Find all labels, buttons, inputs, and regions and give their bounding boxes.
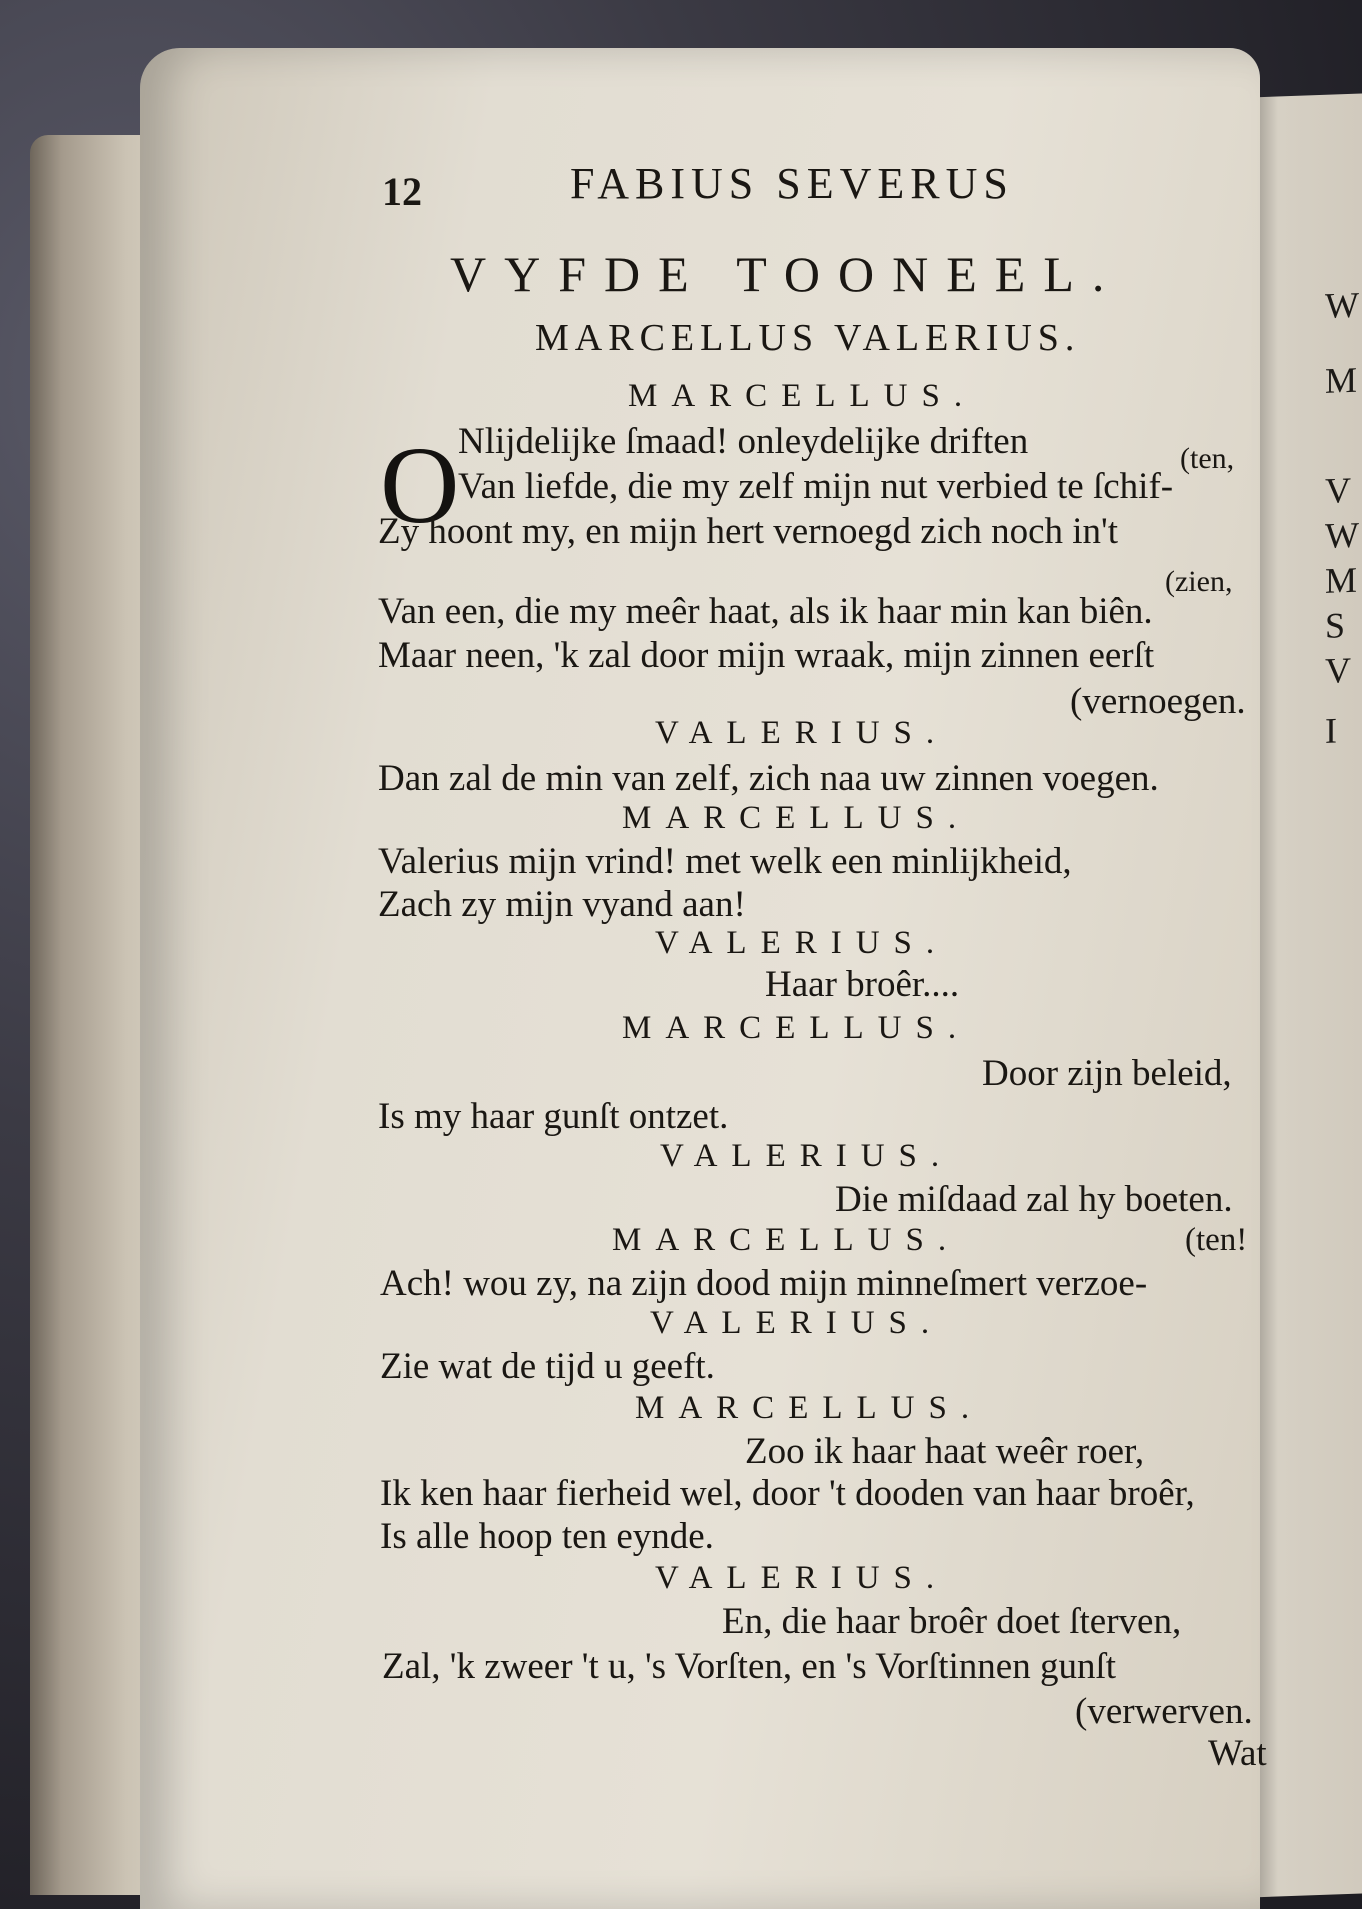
verse-continuation: (ten, <box>1180 442 1235 475</box>
facing-fragment: V <box>1325 649 1351 691</box>
facing-fragment: M <box>1325 359 1358 401</box>
speaker-name: VALERIUS. <box>655 715 949 751</box>
catchword: Wat <box>1208 1733 1267 1774</box>
verse-line: Zy hoont my, en mijn hert vernoegd zich noch in't <box>378 511 1118 552</box>
facing-fragment: V <box>1325 469 1351 511</box>
facing-page <box>1250 93 1362 1898</box>
verse-line: Ach! wou zy, na zijn dood mijn minneſmert verzoe- <box>380 1263 1148 1304</box>
verse-continuation: (verwerven. <box>1075 1691 1253 1732</box>
facing-fragment: W <box>1325 514 1359 556</box>
speaker-name: MARCELLUS. <box>622 1010 971 1046</box>
verse-line: Zal, 'k zweer 't u, 's Vorſten, en 's Vorſtinnen gunſt <box>382 1646 1117 1687</box>
verse-continuation: (ten! <box>1185 1222 1248 1258</box>
page-number: 12 <box>382 169 422 214</box>
running-head: FABIUS SEVERUS <box>570 159 1014 208</box>
speaker-name: VALERIUS. <box>655 1560 949 1596</box>
facing-fragment: M <box>1325 559 1358 601</box>
verse-line: Die miſdaad zal hy boeten. <box>835 1179 1233 1220</box>
speaker-name: VALERIUS. <box>660 1138 954 1174</box>
verse-line: Ik ken haar fierheid wel, door 't dooden van haar broêr, <box>380 1473 1195 1514</box>
verse-line: Zie wat de tijd u geeft. <box>380 1346 715 1387</box>
facing-fragment: I <box>1325 710 1337 751</box>
drop-cap: O <box>380 424 460 546</box>
verse-continuation: (zien, <box>1165 565 1233 598</box>
verse-line: Is my haar gunſt ontzet. <box>378 1096 729 1137</box>
speaker-name: MARCELLUS. <box>628 378 977 414</box>
verse-line: Van een, die my meêr haat, als ik haar min kan biên. <box>378 591 1153 632</box>
speaker-name: MARCELLUS. <box>612 1222 961 1258</box>
facing-fragment: W <box>1325 284 1359 326</box>
verse-line: Zoo ik haar haat weêr roer, <box>745 1431 1145 1472</box>
verse-line: Haar broêr.... <box>765 964 960 1005</box>
speaker-name: MARCELLUS. <box>635 1390 984 1426</box>
speaker-name: VALERIUS. <box>650 1305 944 1341</box>
facing-fragment: S <box>1325 605 1346 646</box>
scene-title: VYFDE TOONEEL. <box>450 246 1123 302</box>
verse-continuation: (vernoegen. <box>1070 681 1246 722</box>
speaker-name: MARCELLUS. <box>622 800 971 836</box>
verse-line: En, die haar broêr doet ſterven, <box>722 1601 1182 1642</box>
characters-heading: MARCELLUS VALERIUS. <box>535 317 1081 359</box>
verse-line: Zach zy mijn vyand aan! <box>378 884 746 925</box>
verse-line: Valerius mijn vrind! met welk een minlijkheid, <box>378 841 1072 882</box>
verse-line: Maar neen, 'k zal door mijn wraak, mijn zinnen eerſt <box>378 635 1155 676</box>
verse-line: Nlijdelijke ſmaad! onleydelijke driften <box>458 421 1029 462</box>
verse-line: Van liefde, die my zelf mijn nut verbied te ſchif- <box>458 466 1174 507</box>
verse-line: Is alle hoop ten eynde. <box>380 1516 714 1557</box>
verse-line: Door zijn beleid, <box>982 1053 1232 1094</box>
speaker-name: VALERIUS. <box>655 925 949 961</box>
verse-line: Dan zal de min van zelf, zich naa uw zinnen voegen. <box>378 758 1159 799</box>
